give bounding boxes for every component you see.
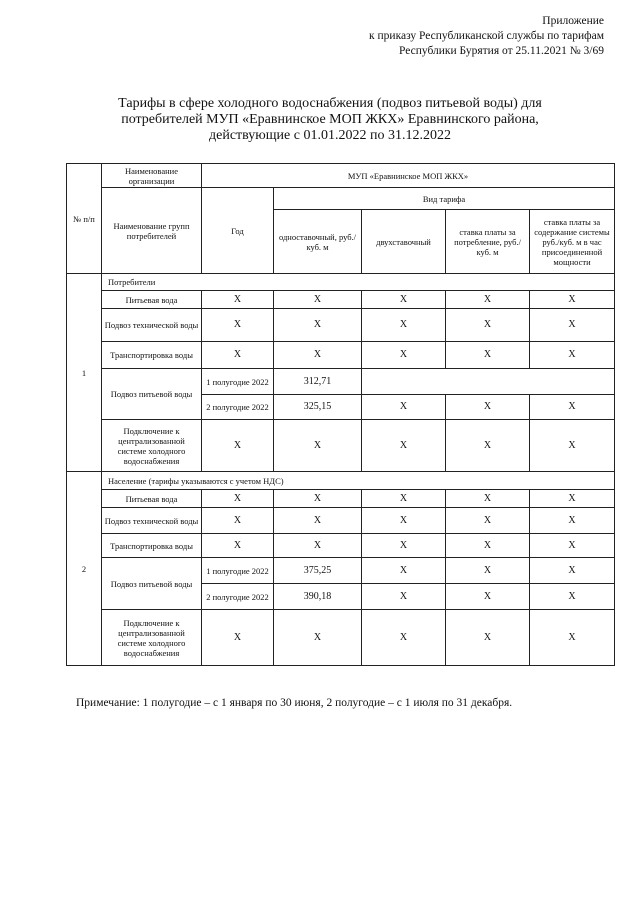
cell-maint: X	[530, 534, 615, 558]
row-name: Подвоз технической воды	[102, 309, 202, 342]
cell-maint: X	[530, 508, 615, 534]
cell-double: X	[362, 508, 446, 534]
appendix-block	[369, 14, 604, 59]
cell-year: X	[202, 420, 274, 472]
row-name: Транспортировка воды	[102, 342, 202, 369]
cell-usage: X	[446, 420, 530, 472]
cell-year: X	[202, 291, 274, 309]
cell-double: X	[362, 309, 446, 342]
row-name: Подвоз питьевой воды	[102, 369, 202, 420]
table-row	[67, 420, 615, 472]
document-title	[60, 96, 600, 144]
cell-usage: X	[446, 395, 530, 420]
cell-usage: X	[446, 490, 530, 508]
cell-usage: X	[446, 342, 530, 369]
cell-maint: X	[530, 490, 615, 508]
table-row	[67, 534, 615, 558]
title-line-1: Тарифы в сфере холодного водоснабжения (подвоз питьевой воды) для	[118, 96, 542, 111]
row-name: Подключение к централизованной системе холодного водоснабжения	[102, 420, 202, 472]
cell-year: 1 полугодие 2022	[202, 558, 274, 584]
header-org-value: МУП «Еравнинское МОП ЖКХ»	[202, 164, 615, 188]
cell-single: X	[274, 534, 362, 558]
cell-double: X	[362, 420, 446, 472]
section-title: Потребители	[102, 274, 615, 291]
cell-year: X	[202, 610, 274, 666]
table-row	[67, 610, 615, 666]
cell-maint: X	[530, 610, 615, 666]
section-number: 2	[67, 472, 102, 666]
cell-maint: X	[530, 420, 615, 472]
row-name: Транспортировка воды	[102, 534, 202, 558]
cell-single: 390,18	[274, 584, 362, 610]
tariff-table	[66, 163, 615, 666]
table-row	[67, 369, 615, 395]
cell-double: X	[362, 395, 446, 420]
cell-double: X	[362, 584, 446, 610]
row-name: Питьевая вода	[102, 291, 202, 309]
cell-single: X	[274, 342, 362, 369]
cell-usage: X	[446, 291, 530, 309]
title-line-3: действующие с 01.01.2022 по 31.12.2022	[209, 128, 451, 143]
cell-double: X	[362, 342, 446, 369]
cell-year: X	[202, 534, 274, 558]
cell-year: 2 полугодие 2022	[202, 584, 274, 610]
table-row	[67, 309, 615, 342]
cell-single: X	[274, 490, 362, 508]
title-line-2: потребителей МУП «Еравнинское МОП ЖКХ» Еравнинского района,	[121, 112, 539, 127]
cell-usage: X	[446, 584, 530, 610]
header-tariff-type: Вид тарифа	[274, 188, 615, 210]
section-row	[67, 274, 615, 291]
row-name: Подвоз технической воды	[102, 508, 202, 534]
section-row	[67, 472, 615, 490]
cell-single: X	[274, 420, 362, 472]
table-row	[67, 342, 615, 369]
section-title: Население (тарифы указываются с учетом НДС)	[102, 472, 615, 490]
header-maintenance-rate: ставка платы за содержание системы руб./куб. м в час присоединенной мощности	[530, 210, 615, 274]
cell-single: 312,71	[274, 369, 362, 395]
appendix-order: к приказу Республиканской службы по тарифам	[369, 30, 604, 42]
cell-usage: X	[446, 534, 530, 558]
cell-maint: X	[530, 584, 615, 610]
cell-year: X	[202, 508, 274, 534]
row-name: Питьевая вода	[102, 490, 202, 508]
cell-double: X	[362, 291, 446, 309]
cell-single: X	[274, 508, 362, 534]
cell-year: X	[202, 490, 274, 508]
header-double-rate: двухставочный	[362, 210, 446, 274]
header-num: № п/п	[67, 164, 102, 274]
header-org-label: Наименование организации	[102, 164, 202, 188]
cell-maint: X	[530, 558, 615, 584]
cell-single: X	[274, 610, 362, 666]
table-row	[67, 291, 615, 309]
row-name: Подключение к централизованной системе холодного водоснабжения	[102, 610, 202, 666]
cell-double: X	[362, 534, 446, 558]
header-row-tariff-type	[67, 188, 615, 210]
cell-usage: X	[446, 558, 530, 584]
cell-single: X	[274, 309, 362, 342]
appendix-title: Приложение	[542, 15, 604, 27]
table-row	[67, 508, 615, 534]
cell-maint: X	[530, 395, 615, 420]
cell-maint: X	[530, 309, 615, 342]
cell-year: X	[202, 342, 274, 369]
row-name: Подвоз питьевой воды	[102, 558, 202, 610]
cell-single: 375,25	[274, 558, 362, 584]
table-row	[67, 558, 615, 584]
cell-usage: X	[446, 309, 530, 342]
cell-single: 325,15	[274, 395, 362, 420]
cell-maint: X	[530, 342, 615, 369]
cell-usage: X	[446, 508, 530, 534]
cell-double: X	[362, 558, 446, 584]
appendix-order-date: Республики Бурятия от 25.11.2021 № 3/69	[398, 45, 604, 57]
cell-usage: X	[446, 610, 530, 666]
header-year: Год	[202, 188, 274, 274]
header-usage-rate: ставка платы за потребление, руб./ куб. м	[446, 210, 530, 274]
header-row-org	[67, 164, 615, 188]
cell-double: X	[362, 490, 446, 508]
table-row	[67, 490, 615, 508]
cell-maint: X	[530, 291, 615, 309]
cell-year: 1 полугодие 2022	[202, 369, 274, 395]
header-consumers-label: Наименование групп потребителей	[102, 188, 202, 274]
cell-year: 2 полугодие 2022	[202, 395, 274, 420]
cell-double: X	[362, 610, 446, 666]
section-number: 1	[67, 274, 102, 472]
cell-single: X	[274, 291, 362, 309]
cell-double	[362, 369, 615, 395]
header-single-rate: одноставочный, руб./ куб. м	[274, 210, 362, 274]
footnote: Примечание: 1 полугодие – с 1 января по 30 июня, 2 полугодие – с 1 июля по 31 декабря.	[76, 697, 513, 709]
cell-year: X	[202, 309, 274, 342]
